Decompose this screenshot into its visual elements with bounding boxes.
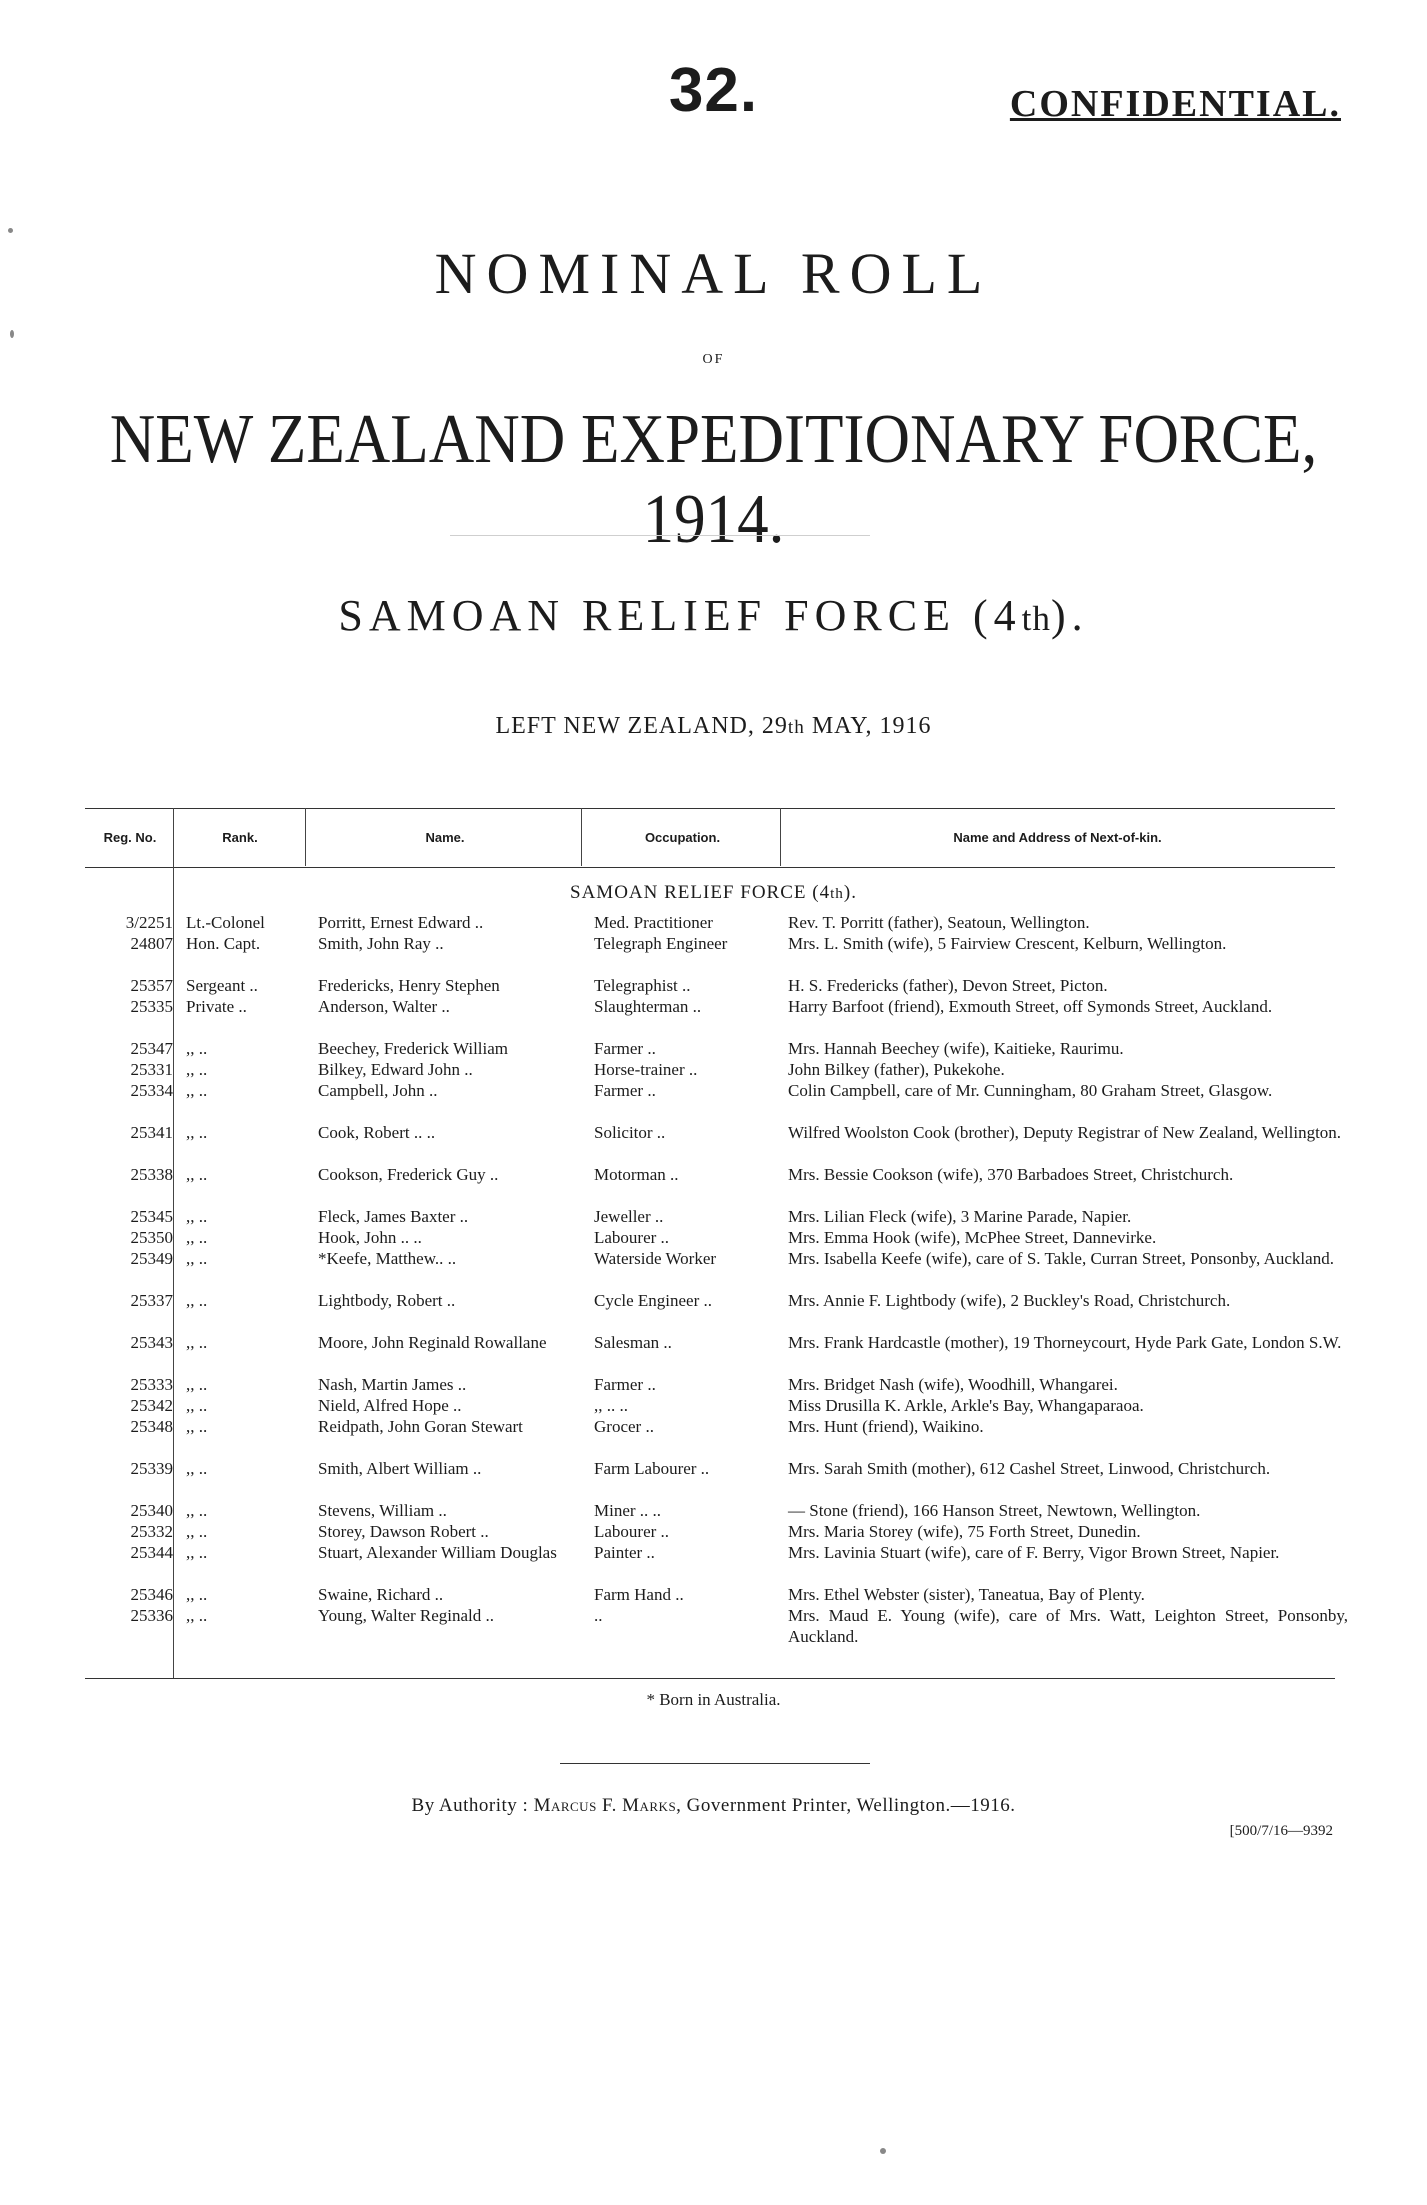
reg-no-cell: 25331: [130, 1060, 173, 1079]
rank-cell: ,, ..: [186, 1501, 208, 1520]
occupation-cell: Farm Hand ..: [594, 1585, 684, 1604]
reg-no-cell: 25338: [130, 1165, 173, 1184]
paper-speck: [8, 228, 13, 233]
name-cell: Campbell, John ..: [318, 1081, 438, 1100]
name-cell: Smith, Albert William ..: [318, 1459, 482, 1478]
next-of-kin-cell: Wilfred Woolston Cook (brother), Deputy Registrar of New Zealand, Wellington.: [788, 1123, 1342, 1142]
rank-cell: ,, ..: [186, 1291, 208, 1310]
nominal-roll-title: NOMINAL ROLL: [434, 241, 993, 306]
reg-no-cell: 25336: [130, 1606, 173, 1625]
reg-no-cell: 25346: [130, 1585, 173, 1604]
next-of-kin-cell: Mrs. Emma Hook (wife), McPhee Street, Dannevirke.: [788, 1228, 1157, 1247]
col-name: Name.: [425, 830, 465, 845]
next-of-kin-cell: Mrs. Lavinia Stuart (wife), care of F. Berry, Vigor Brown Street, Napier.: [788, 1543, 1280, 1562]
column-rule: [305, 808, 306, 866]
confidential-label: CONFIDENTIAL.: [1009, 83, 1341, 125]
reg-no-cell: 25335: [130, 997, 173, 1016]
departure-prefix: LEFT NEW ZEALAND, 29: [495, 713, 788, 739]
reg-no-cell: 25345: [130, 1207, 173, 1226]
rank-cell: ,, ..: [186, 1606, 208, 1625]
next-of-kin-cell: Mrs. Maud E. Young (wife), care of Mrs. Watt, Leighton Street, Ponsonby, Auckland.: [788, 1606, 1348, 1646]
next-of-kin-cell: Mrs. Bridget Nash (wife), Woodhill, Whangarei.: [788, 1375, 1118, 1394]
rank-cell: ,, ..: [186, 1123, 208, 1142]
name-cell: Nield, Alfred Hope ..: [318, 1396, 462, 1415]
next-of-kin-cell: Mrs. Maria Storey (wife), 75 Forth Street, Dunedin.: [788, 1522, 1141, 1541]
page-number: 32.: [668, 56, 759, 125]
departure-sup: th: [787, 717, 805, 738]
occupation-cell: ,, .. ..: [594, 1396, 628, 1415]
departure-line: [0, 713, 1427, 740]
occupation-cell: Painter ..: [594, 1543, 655, 1562]
occupation-cell: Waterside Worker: [594, 1249, 717, 1268]
name-cell: Fredericks, Henry Stephen: [318, 976, 500, 995]
reg-no-cell: 25357: [130, 976, 173, 995]
section-main: SAMOAN RELIEF FORCE (4: [570, 882, 831, 903]
occupation-cell: Farm Labourer ..: [594, 1459, 710, 1478]
column-rule: [173, 808, 174, 1678]
rank-cell: ,, ..: [186, 1060, 208, 1079]
next-of-kin-cell: Miss Drusilla K. Arkle, Arkle's Bay, Whangaparaoa.: [788, 1396, 1144, 1415]
rank-cell: ,, ..: [186, 1228, 208, 1247]
occupation-cell: Motorman ..: [594, 1165, 679, 1184]
name-cell: Cook, Robert .. ..: [318, 1123, 436, 1142]
section-end: ).: [843, 882, 857, 903]
rank-cell: ,, ..: [186, 1417, 208, 1436]
rank-cell: ,, ..: [186, 1396, 208, 1415]
print-reference: [500/7/16—9392: [1229, 1823, 1333, 1839]
name-cell: Beechey, Frederick William: [318, 1039, 509, 1058]
next-of-kin-cell: Mrs. Frank Hardcastle (mother), 19 Thorneycourt, Hyde Park Gate, London S.W.: [788, 1333, 1342, 1352]
relief-force-main: SAMOAN RELIEF FORCE (4: [338, 591, 1022, 640]
occupation-cell: Telegraphist ..: [594, 976, 691, 995]
reg-no-cell: 3/2251: [125, 913, 173, 932]
relief-force-title: [0, 590, 1427, 641]
section-heading: [0, 882, 1427, 904]
occupation-cell: Farmer ..: [594, 1039, 656, 1058]
next-of-kin-cell: Mrs. Lilian Fleck (wife), 3 Marine Parade, Napier.: [788, 1207, 1132, 1226]
next-of-kin-cell: Mrs. Ethel Webster (sister), Taneatua, Bay of Plenty.: [788, 1585, 1145, 1604]
name-cell: Cookson, Frederick Guy ..: [318, 1165, 499, 1184]
rank-cell: Lt.-Colonel: [186, 913, 265, 932]
occupation-cell: Horse-trainer ..: [594, 1060, 698, 1079]
name-cell: Storey, Dawson Robert ..: [318, 1522, 489, 1541]
rank-cell: ,, ..: [186, 1333, 208, 1352]
next-of-kin-cell: Harry Barfoot (friend), Exmouth Street, off Symonds Street, Auckland.: [788, 997, 1273, 1016]
rank-cell: ,, ..: [186, 1081, 208, 1100]
column-rule: [780, 808, 781, 866]
departure-suffix: MAY, 1916: [804, 713, 932, 739]
rank-cell: ,, ..: [186, 1249, 208, 1268]
name-cell: Moore, John Reginald Rowallane: [318, 1333, 547, 1352]
name-cell: Fleck, James Baxter ..: [318, 1207, 469, 1226]
next-of-kin-cell: — Stone (friend), 166 Hanson Street, Newtown, Wellington.: [788, 1501, 1201, 1520]
rank-cell: ,, ..: [186, 1207, 208, 1226]
name-cell: *Keefe, Matthew.. ..: [318, 1249, 457, 1268]
name-cell: Stuart, Alexander William Douglas: [318, 1543, 557, 1562]
rank-cell: Sergeant ..: [186, 976, 258, 995]
name-cell: Porritt, Ernest Edward ..: [318, 913, 484, 932]
occupation-cell: Labourer ..: [594, 1228, 670, 1247]
reg-no-cell: 25337: [130, 1291, 173, 1310]
reg-no-cell: 25342: [130, 1396, 173, 1415]
next-of-kin-cell: Mrs. Isabella Keefe (wife), care of S. Takle, Curran Street, Ponsonby, Auckland.: [788, 1249, 1334, 1268]
next-of-kin-cell: H. S. Fredericks (father), Devon Street, Picton.: [788, 976, 1108, 995]
rank-cell: ,, ..: [186, 1585, 208, 1604]
reg-no-cell: 25340: [130, 1501, 173, 1520]
rank-cell: ,, ..: [186, 1375, 208, 1394]
occupation-cell: Farmer ..: [594, 1375, 656, 1394]
name-cell: Hook, John .. ..: [318, 1228, 422, 1247]
table-header: [85, 808, 1335, 868]
rank-cell: ,, ..: [186, 1543, 208, 1562]
occupation-cell: ..: [594, 1606, 603, 1625]
paper-speck: [880, 2148, 886, 2154]
occupation-cell: Labourer ..: [594, 1522, 670, 1541]
name-cell: Swaine, Richard ..: [318, 1585, 444, 1604]
table-bottom-rule: [85, 1678, 1335, 1679]
reg-no-cell: 25339: [130, 1459, 173, 1478]
name-cell: Anderson, Walter ..: [318, 997, 450, 1016]
section-sup: th: [830, 885, 844, 902]
occupation-cell: Grocer ..: [594, 1417, 654, 1436]
rank-cell: ,, ..: [186, 1039, 208, 1058]
reg-no-cell: 25334: [130, 1081, 173, 1100]
relief-force-sup: th: [1021, 599, 1051, 638]
next-of-kin-cell: Mrs. Annie F. Lightbody (wife), 2 Buckley's Road, Christchurch.: [788, 1291, 1231, 1310]
name-cell: Smith, John Ray ..: [318, 934, 444, 953]
occupation-cell: Med. Practitioner: [594, 913, 713, 932]
rank-cell: Hon. Capt.: [186, 934, 261, 953]
col-rank: Rank.: [222, 830, 258, 845]
occupation-cell: Slaughterman ..: [594, 997, 702, 1016]
occupation-cell: Telegraph Engineer: [594, 934, 728, 953]
occupation-cell: Salesman ..: [594, 1333, 672, 1352]
occupation-cell: Cycle Engineer ..: [594, 1291, 713, 1310]
printer-prefix: By Authority :: [411, 1795, 534, 1816]
paper-speck: [10, 330, 14, 338]
force-title: NEW ZEALAND EXPEDITIONARY FORCE, 1914.: [109, 401, 1318, 558]
next-of-kin-cell: Mrs. Hunt (friend), Waikino.: [788, 1417, 984, 1436]
col-reg-no: Reg. No.: [103, 830, 157, 845]
printer-line: [0, 1795, 1427, 1817]
name-cell: Young, Walter Reginald ..: [318, 1606, 495, 1625]
name-cell: Nash, Martin James ..: [318, 1375, 467, 1394]
reg-no-cell: 25348: [130, 1417, 173, 1436]
reg-no-cell: 25349: [130, 1249, 173, 1268]
next-of-kin-cell: Rev. T. Porritt (father), Seatoun, Wellington.: [788, 913, 1090, 932]
next-of-kin-cell: Mrs. L. Smith (wife), 5 Fairview Crescent, Kelburn, Wellington.: [788, 934, 1227, 953]
column-rule: [581, 808, 582, 866]
next-of-kin-cell: John Bilkey (father), Pukekohe.: [788, 1060, 1005, 1079]
reg-no-cell: 25344: [130, 1543, 173, 1562]
name-cell: Lightbody, Robert ..: [318, 1291, 456, 1310]
reg-no-cell: 25347: [130, 1039, 173, 1058]
reg-no-cell: 25333: [130, 1375, 173, 1394]
rank-cell: ,, ..: [186, 1459, 208, 1478]
reg-no-cell: 25343: [130, 1333, 173, 1352]
occupation-cell: Jeweller ..: [594, 1207, 664, 1226]
next-of-kin-cell: Mrs. Hannah Beechey (wife), Kaitieke, Raurimu.: [788, 1039, 1124, 1058]
rank-cell: ,, ..: [186, 1522, 208, 1541]
name-cell: Bilkey, Edward John ..: [318, 1060, 473, 1079]
of-label: OF: [702, 352, 725, 367]
occupation-cell: Miner .. ..: [594, 1501, 662, 1520]
occupation-cell: Farmer ..: [594, 1081, 656, 1100]
rank-cell: ,, ..: [186, 1165, 208, 1184]
col-occupation: Occupation.: [644, 830, 721, 845]
occupation-cell: Solicitor ..: [594, 1123, 666, 1142]
next-of-kin-cell: Mrs. Bessie Cookson (wife), 370 Barbadoes Street, Christchurch.: [788, 1165, 1234, 1184]
reg-no-cell: 25350: [130, 1228, 173, 1247]
next-of-kin-cell: Colin Campbell, care of Mr. Cunningham, 80 Graham Street, Glasgow.: [788, 1081, 1273, 1100]
footer-divider: [560, 1763, 870, 1764]
reg-no-cell: 25332: [130, 1522, 173, 1541]
printer-name: Marcus F. Marks: [533, 1795, 677, 1816]
reg-no-cell: 25341: [130, 1123, 173, 1142]
col-next-of-kin: Name and Address of Next-of-kin.: [953, 830, 1162, 845]
name-cell: Stevens, William ..: [318, 1501, 447, 1520]
next-of-kin-cell: Mrs. Sarah Smith (mother), 612 Cashel Street, Linwood, Christchurch.: [788, 1459, 1271, 1478]
reg-no-cell: 24807: [130, 934, 173, 953]
title-divider: [450, 535, 870, 536]
name-cell: Reidpath, John Goran Stewart: [318, 1417, 523, 1436]
printer-suffix: , Government Printer, Wellington.—1916.: [676, 1795, 1016, 1816]
rank-cell: Private ..: [186, 997, 247, 1016]
footnote: * Born in Australia.: [646, 1690, 781, 1709]
relief-force-end: ).: [1051, 591, 1089, 640]
